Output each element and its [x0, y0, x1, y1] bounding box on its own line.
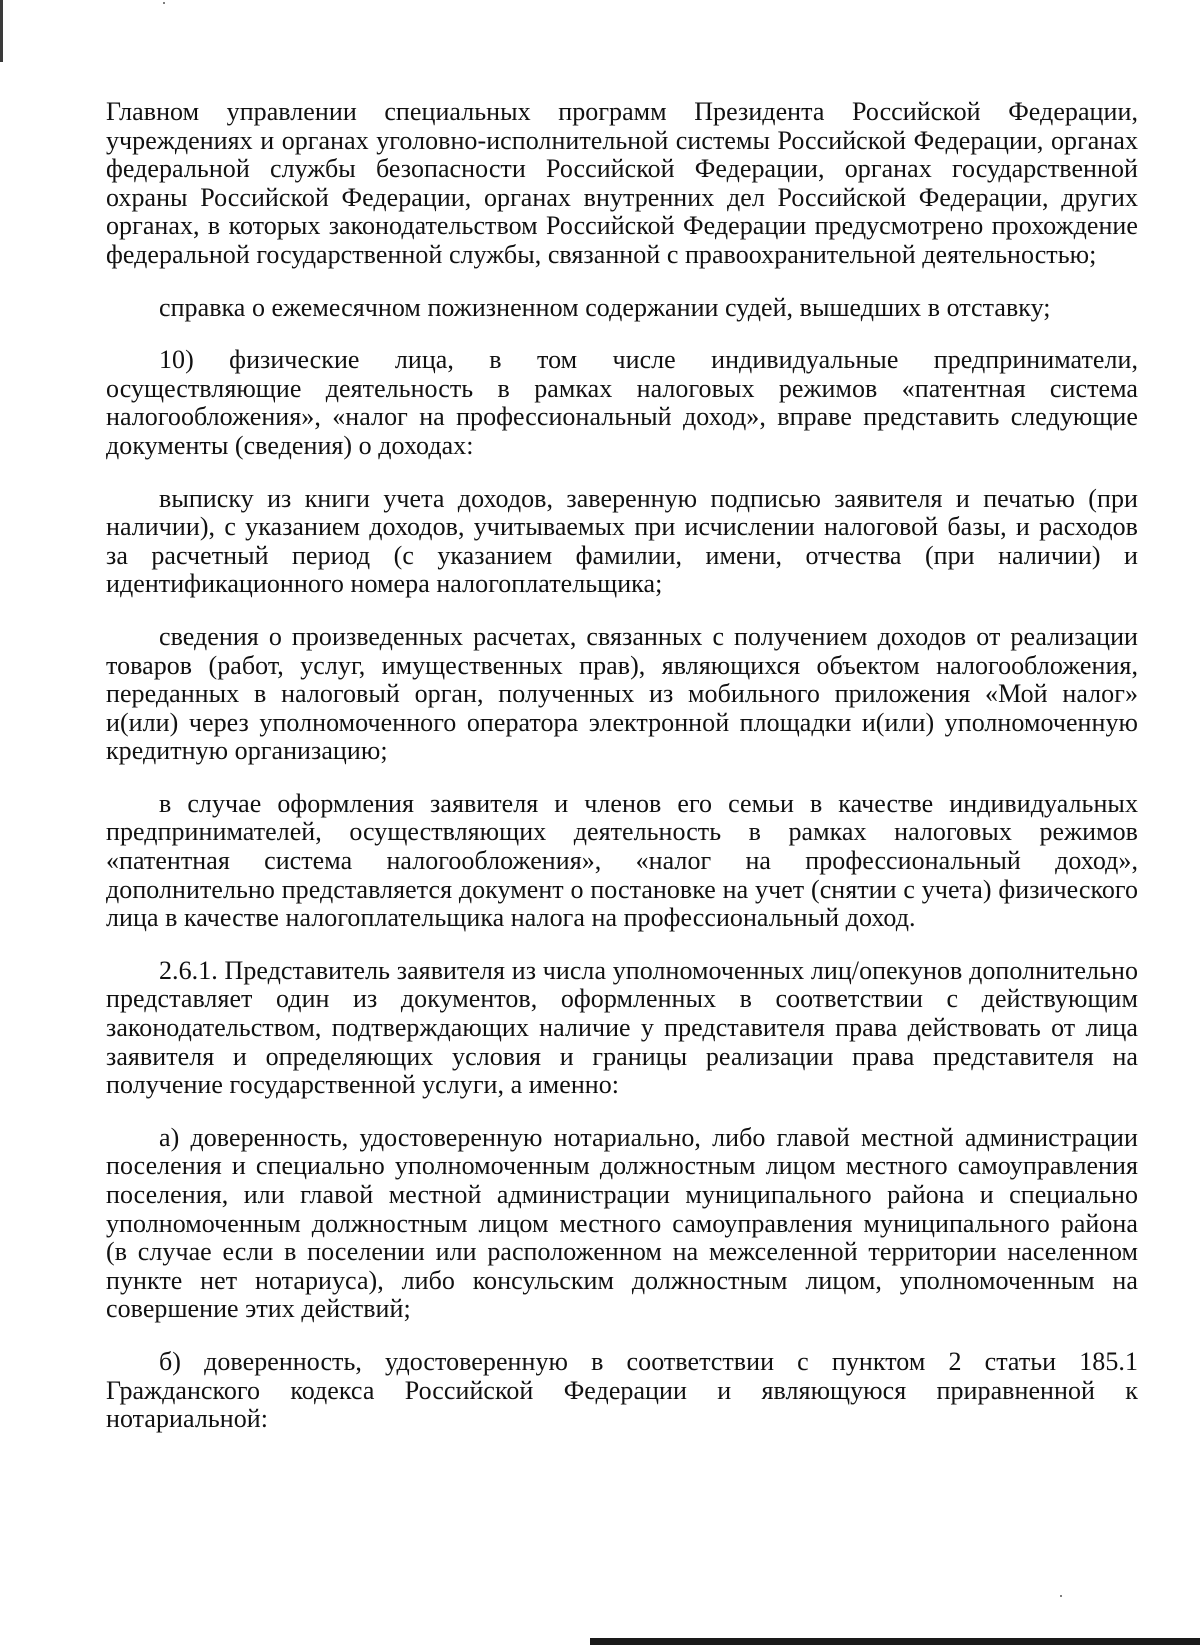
- scan-speck: [1060, 1595, 1062, 1597]
- paragraph-settlements: сведения о произведенных расчетах, связанных с получением доходов от реализации товаров (работ, услуг, имущественных прав), являющихся объектом налогообложения, переданных в налоговый орган, полученных из мобильного приложения «Мой налог» и(или) через уполномоченного оператора электронной площадки и(или) уполномоченную кредитную организацию;: [106, 621, 1138, 766]
- paragraph-item-10: 10) физические лица, в том числе индивидуальные предприниматели, осуществляющие деятельность в рамках налоговых режимов «патентная система налогообложения», «налог на профессиональный доход», вправе представить следующие документы (сведения) о доходах:: [106, 345, 1138, 460]
- paragraph-continuation: Главном управлении специальных программ Президента Российской Федерации, учреждениях и органах уголовно-исполнительной системы Российской Федерации, органах федеральной службы безопасности Российской Федерации, органах государственной охраны Российской Федерации, органах внутренних дел Российской Федерации, других органах, в которых законодательством Российской Федерации предусмотрено прохождение федеральной государственной службы, связанной с правоохранительной деятельностью;: [106, 97, 1138, 269]
- paragraph-registration: в случае оформления заявителя и членов его семьи в качестве индивидуальных предпринимателей, осуществляющих деятельность в рамках налоговых режимов «патентная система налогообложения», «налог на профессиональный доход», дополнительно представляется документ о постановке на учет (снятии с учета) физического лица в качестве налогоплательщика налога на профессиональный доход.: [106, 788, 1138, 933]
- paragraph-judges-pension: справка о ежемесячном пожизненном содержании судей, вышедших в отставку;: [159, 292, 1051, 322]
- paragraph-income-book: выписку из книги учета доходов, заверенную подписью заявителя и печатью (при наличии), с указанием доходов, учитываемых при исчислении налоговой базы, и расходов за расчетный период (с указанием фамилии, имени, отчества (при наличии) и идентификационного номера налогоплательщика;: [106, 483, 1138, 599]
- paragraph-item-b: б) доверенность, удостоверенную в соответствии с пунктом 2 статьи 185.1 Гражданского кодекса Российской Федерации и являющуюся приравненной к нотариальной:: [106, 1346, 1138, 1434]
- document-text: [106, 98, 1138, 1434]
- scan-speck: [163, 2, 165, 4]
- scan-edge-bottom: [590, 1638, 1200, 1645]
- paragraph-section-2-6-1: 2.6.1. Представитель заявителя из числа уполномоченных лиц/опекунов дополнительно представляет один из документов, оформленных в соответствии с действующим законодательством, подтверждающих наличие у представителя права действовать от лица заявителя и определяющих условия и границы реализации права представителя на получение государственной услуги, а именно:: [106, 955, 1138, 1100]
- paragraph-item-a: а) доверенность, удостоверенную нотариально, либо главой местной администрации поселения и специально уполномоченным должностным лицом местного самоуправления поселения, или главой местной администрации муниципального района и специально уполномоченным должностным лицом местного самоуправления муниципального района (в случае если в поселении или расположенном на межселенной территории населенном пункте нет нотариуса), либо консульским должностным лицом, уполномоченным на совершение этих действий;: [106, 1122, 1138, 1324]
- scan-edge-left: [0, 0, 3, 62]
